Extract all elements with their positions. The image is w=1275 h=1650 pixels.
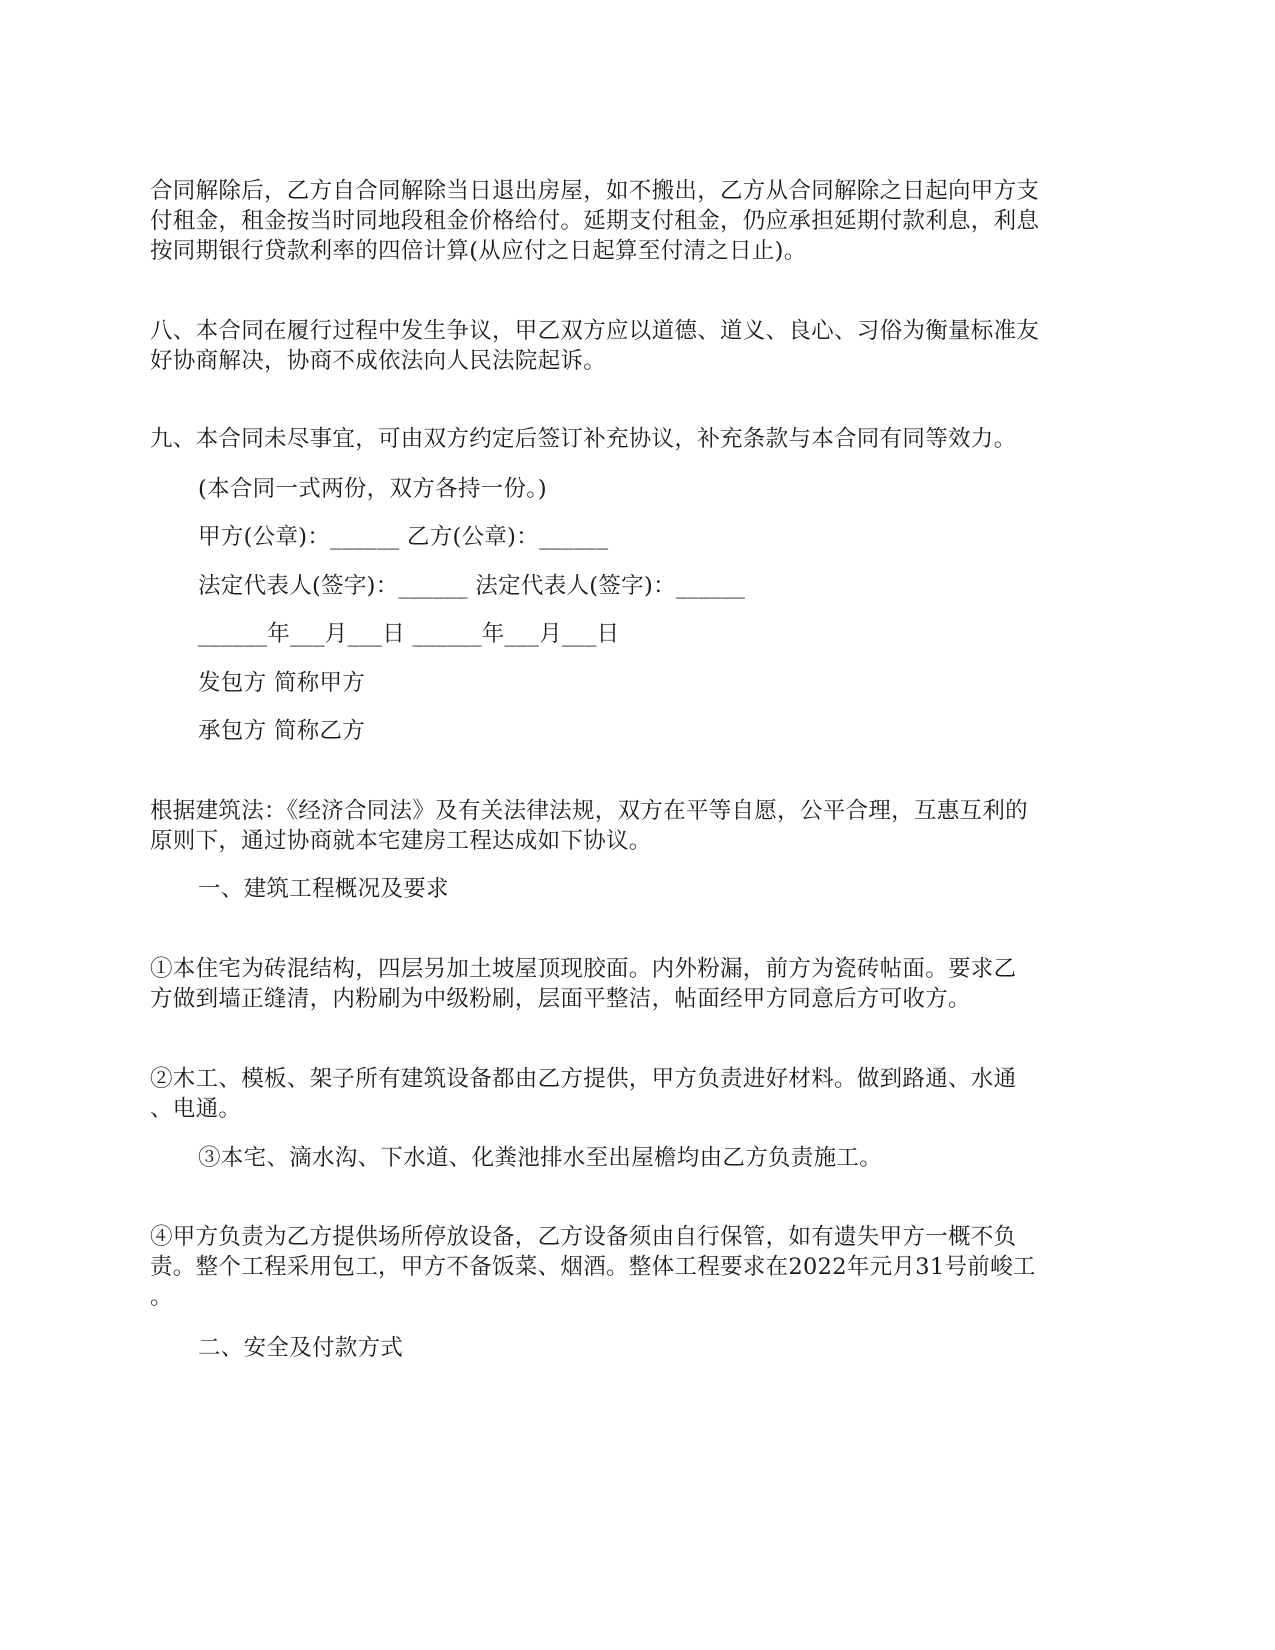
text-line: 、电通。 bbox=[150, 1096, 242, 1122]
text-line: 根据建筑法：《经济合同法》及有关法律法规，双方在平等自愿，公平合理，互惠互利的 bbox=[150, 798, 1028, 824]
section-heading: 一、建筑工程概况及要求 bbox=[198, 876, 449, 902]
text-line: 。 bbox=[150, 1284, 173, 1310]
text-line: 好协商解决，协商不成依法向人民法院起诉。 bbox=[150, 348, 607, 374]
signature-line: 法定代表人(签字)：______ 法定代表人(签字)：______ bbox=[198, 573, 746, 599]
text-line: ①本住宅为砖混结构，四层另加土坡屋顶现胶面。内外粉漏，前方为瓷砖帖面。要求乙 bbox=[150, 956, 1017, 982]
text-line: ④甲方负责为乙方提供场所停放设备，乙方设备须由自行保管，如有遗失甲方一概不负 bbox=[150, 1224, 1017, 1250]
text-line: 责。整个工程采用包工，甲方不备饭菜、烟酒。整体工程要求在2022年元月31号前峻工 bbox=[150, 1254, 1036, 1280]
text-line: 九、本合同未尽事宜，可由双方约定后签订补充协议，补充条款与本合同有同等效力。 bbox=[150, 426, 1017, 452]
text-line: ③本宅、滴水沟、下水道、化粪池排水至出屋檐均由乙方负责施工。 bbox=[198, 1145, 883, 1171]
text-line: 合同解除后，乙方自合同解除当日退出房屋，如不搬出，乙方从合同解除之日起向甲方支 bbox=[150, 178, 1040, 204]
text-line: 方做到墙正缝清，内粉刷为中级粉刷，层面平整洁，帖面经甲方同意后方可收方。 bbox=[150, 986, 971, 1012]
text-line: 八、本合同在履行过程中发生争议，甲乙双方应以道德、道义、良心、习俗为衡量标准友 bbox=[150, 318, 1040, 344]
text-line: (本合同一式两份，双方各持一份。) bbox=[198, 476, 547, 502]
text-line: 承包方 简称乙方 bbox=[198, 718, 366, 744]
text-line: ②木工、模板、架子所有建筑设备都由乙方提供，甲方负责进好材料。做到路通、水通 bbox=[150, 1066, 1017, 1092]
date-line: ______年___月___日 ______年___月___日 bbox=[198, 621, 620, 647]
text-line: 按同期银行贷款利率的四倍计算(从应付之日起算至付清之日止)。 bbox=[150, 238, 807, 264]
signature-line: 甲方(公章)：______ 乙方(公章)：______ bbox=[198, 524, 609, 550]
section-heading: 二、安全及付款方式 bbox=[198, 1335, 404, 1361]
text-line: 原则下，通过协商就本宅建房工程达成如下协议。 bbox=[150, 828, 652, 854]
text-line: 付租金，租金按当时同地段租金价格给付。延期支付租金，仍应承担延期付款利息，利息 bbox=[150, 208, 1040, 234]
text-line: 发包方 简称甲方 bbox=[198, 670, 366, 696]
